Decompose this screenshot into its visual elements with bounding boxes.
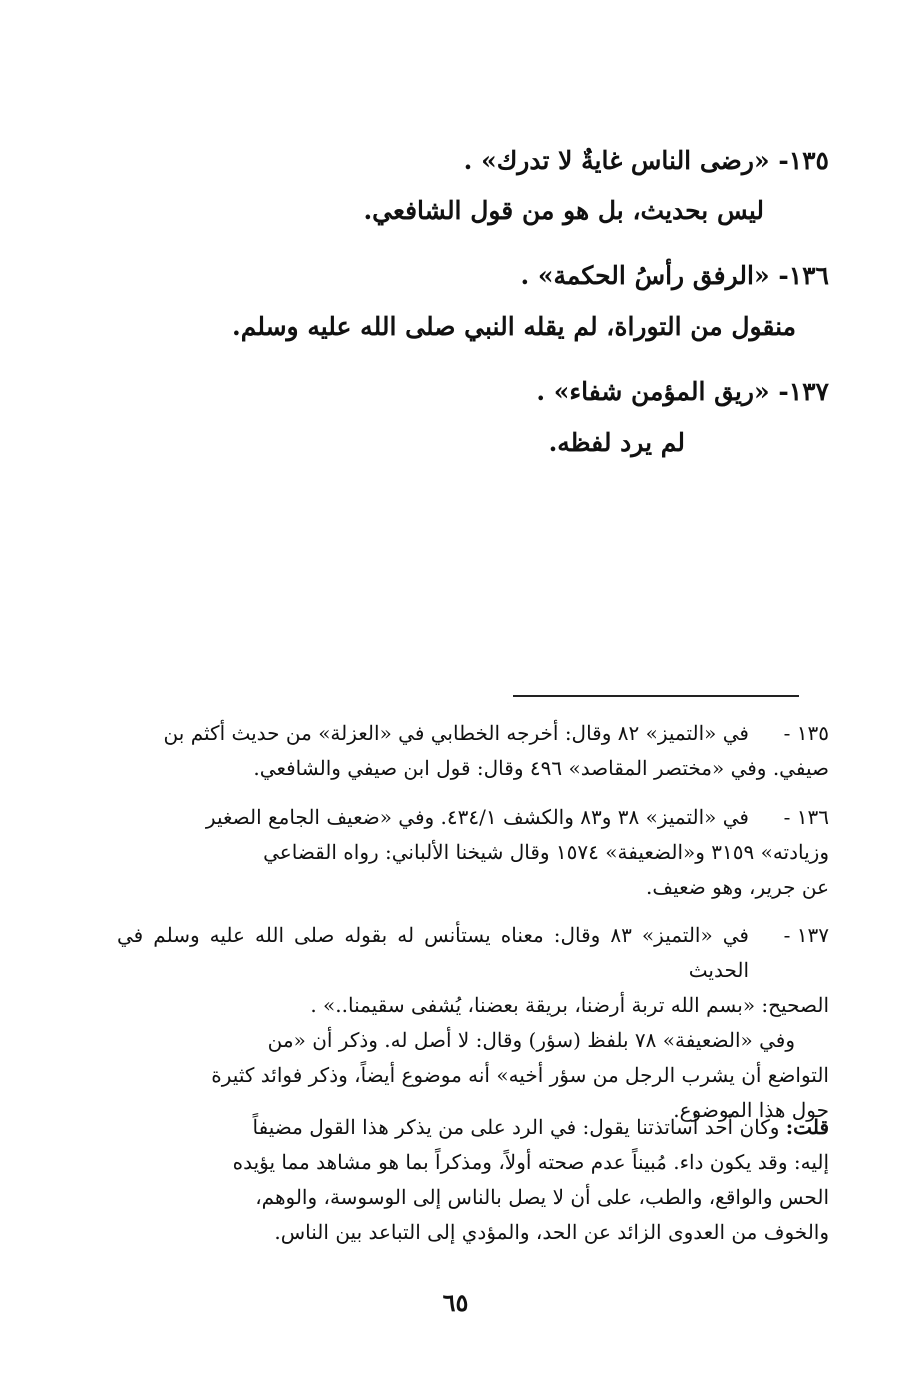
remark-label: قلت: [785,1115,829,1139]
footnote-135 [117,716,829,786]
entry-135-body: ليس بحديث، بل هو من قول الشافعي. [363,196,764,225]
footnote-135-line: صيفي. وفي «مختصر المقاصد» ٤٩٦ وقال: قول ابن صيفي والشافعي. [253,756,829,780]
author-remark-line: الحس والواقع، والطب، على أن لا يصل بالناس إلى الوسوسة، والوهم، [255,1185,829,1209]
footnote-137-line: التواضع أن يشرب الرجل من سؤر أخيه» أنه موضوع أيضاً، وذكر فوائد كثيرة [211,1063,829,1087]
footnote-136 [117,800,829,905]
entry-137-body: لم يرد لفظه. [548,428,685,457]
entry-136-body: منقول من التوراة، لم يقله النبي صلى الله عليه وسلم. [231,312,796,341]
entry-137-title [109,373,829,411]
author-remark-line [117,1110,829,1145]
author-remark-line: إليه: وقد يكون داء. مُبيناً عدم صحته أولاً، ومذكراً بما هو مشاهد مما يؤيده [232,1150,829,1174]
footnote-137-line: وفي «الضعيفة» ٧٨ بلفظ (سؤر) وقال: لا أصل له. وذكر أن «من [267,1028,795,1052]
footnote-separator [513,695,799,697]
footnote-137 [117,918,829,1128]
entry-135-text: «رضى الناس غايةٌ لا تدرك» . [463,146,770,175]
entry-136-number: ١٣٦- [778,261,829,290]
entry-135-title [109,142,829,180]
footnote-135-number: ١٣٥ - [783,721,829,745]
entry-137-text: «ريق المؤمن شفاء» . [536,377,770,406]
footnote-136-line: وزيادته» ٣١٥٩ و«الضعيفة» ١٥٧٤ وقال شيخنا الألباني: رواه القضاعي [263,840,829,864]
author-remark [117,1110,829,1250]
author-remark-line: والخوف من العدوى الزائد عن الحد، والمؤدي إلى التباعد بين الناس. [274,1220,829,1244]
footnote-137-line: في «التميز» ٨٣ وقال: معناه يستأنس له بقوله صلى الله عليه وسلم في الحديث [117,923,749,982]
footnote-136-line: في «التميز» ٣٨ و٨٣ والكشف ٤٣٤/١. وفي «ضعيف الجامع الصغير [205,805,749,829]
footnote-137-line: الصحيح: «بسم الله تربة أرضنا، بريقة بعضنا، يُشفى سقيمنا..» . [310,993,829,1017]
footnote-137-line: حول هذا الموضوع. [673,1098,829,1122]
entry-136-text: «الرفق رأسُ الحكمة» . [520,261,770,290]
page-number: ٦٥ [442,1288,469,1317]
entry-136-title [109,257,829,295]
entry-135-number: ١٣٥- [778,146,829,175]
entry-137-number: ١٣٧- [778,377,829,406]
remark-text: وكان أحد أساتذتنا يقول: في الرد على من يذكر هذا القول مضيفاً [252,1115,780,1139]
footnote-135-line: في «التميز» ٨٢ وقال: أخرجه الخطابي في «العزلة» من حديث أكثم بن [163,721,749,745]
footnote-136-number: ١٣٦ - [783,805,829,829]
footnote-137-number: ١٣٧ - [783,923,829,947]
footnote-136-line: عن جرير، وهو ضعيف. [646,875,829,899]
